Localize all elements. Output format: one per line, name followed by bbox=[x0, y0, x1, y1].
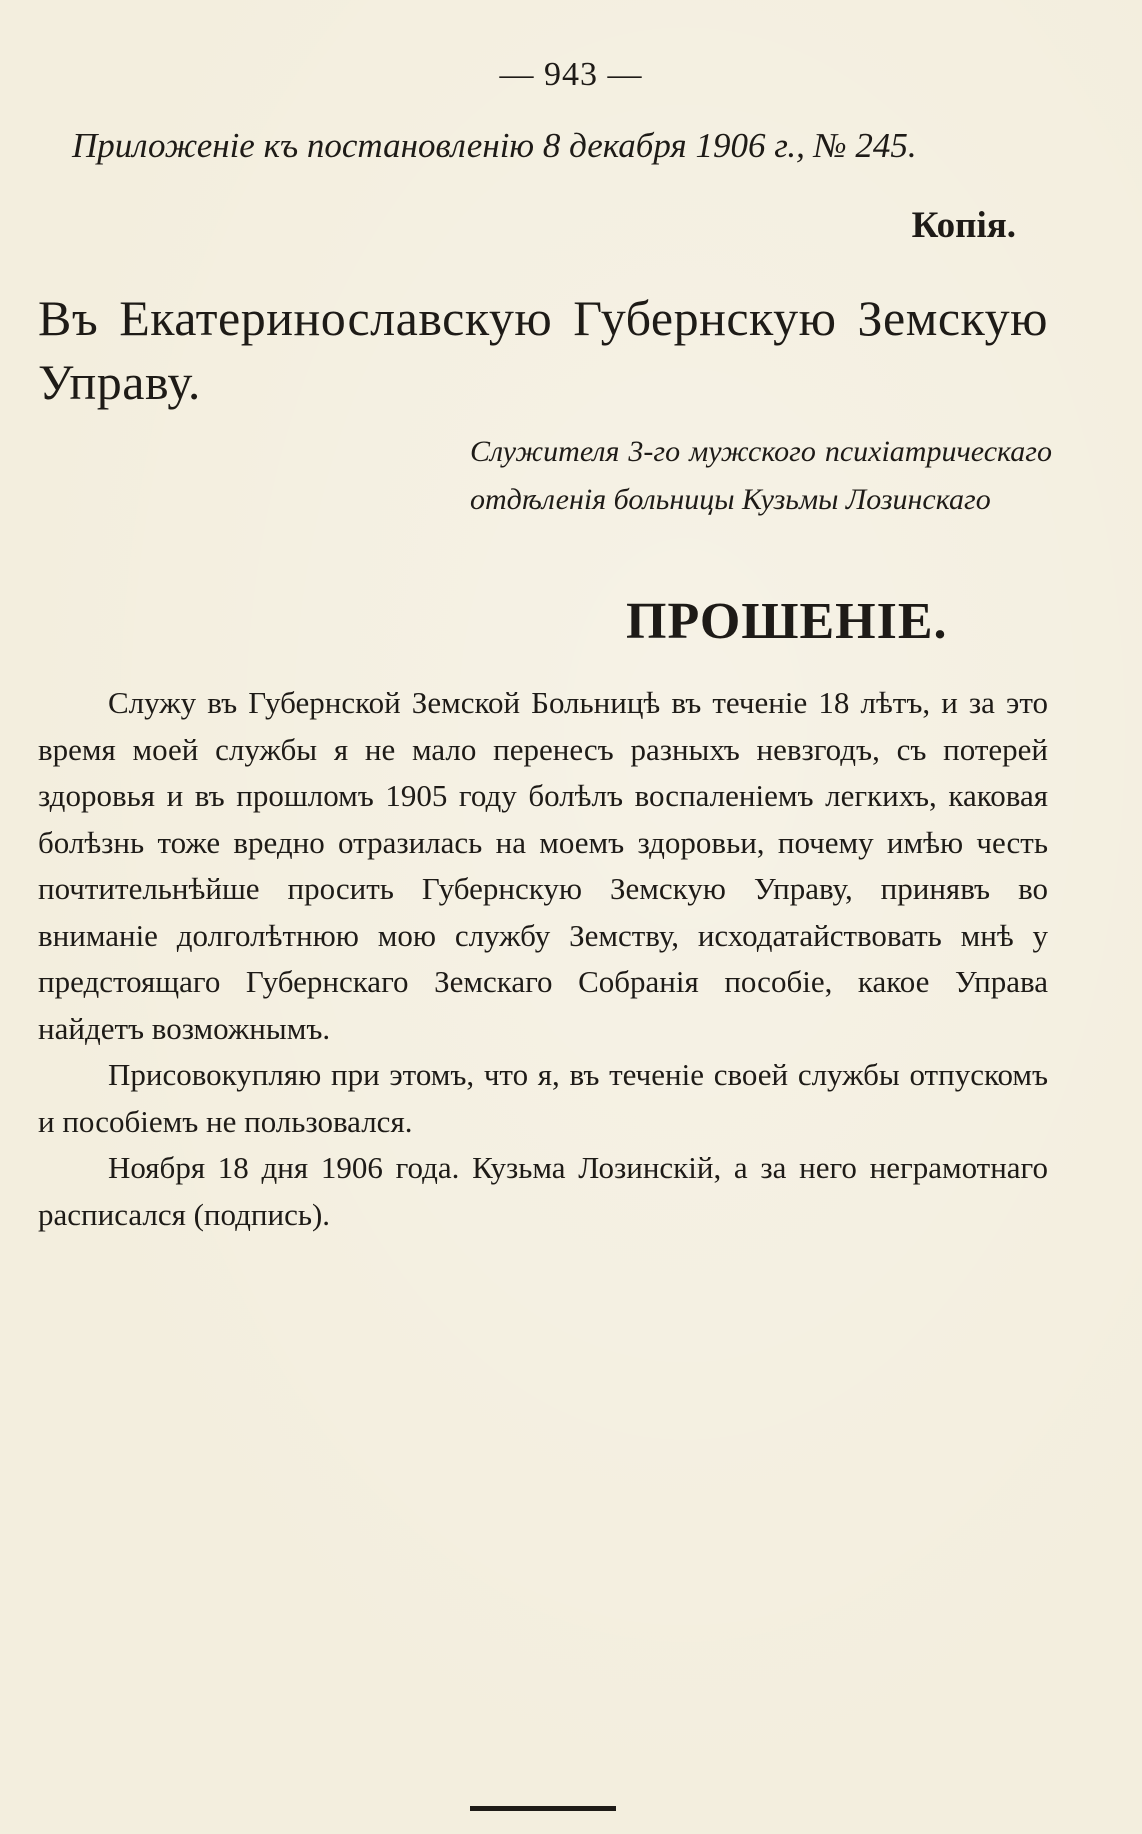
copy-label: Копiя. bbox=[911, 205, 1016, 246]
sender: Служителя 3-го мужского психiатрическаго отдѣленiя больницы Кузьмы Лозинскаго bbox=[470, 435, 1052, 516]
appendix-heading: Приложенiе къ постановленiю 8 декабря 1906 г., № 245. bbox=[72, 126, 917, 165]
paragraph: Служу въ Губернской Земской Больницѣ въ теченiе 18 лѣтъ, и за это время моей службы я не мало перенесъ разныхъ невзгодъ, съ потерей здоровья и въ прошломъ 1905 году болѣлъ воспаленiемъ легкихъ, каковая болѣзнь тоже вредно отразилась на моемъ здоровьи, почему имѣю честь почтительнѣйше просить Губернскую Земскую Управу, принявъ во вниманiе долголѣтнюю мою службу Земству, исходатайствовать мнѣ у предстоящаго Губернскаго Земскаго Собранiя пособiе, какое Управа найдетъ возможнымъ. bbox=[38, 685, 1048, 1046]
page-number: — 943 — bbox=[499, 56, 643, 93]
petition-body bbox=[38, 680, 1048, 1238]
paragraph: Ноября 18 дня 1906 года. Кузьма Лозинскiй, а за него неграмотнаго расписался (подпись). bbox=[38, 1150, 1048, 1232]
section-divider bbox=[470, 1806, 616, 1811]
paragraph: Присовокупляю при этомъ, что я, въ теченiе своей службы отпускомъ и пособiемъ не пользовался. bbox=[38, 1057, 1048, 1139]
bleed-through-text bbox=[60, 212, 68, 246]
addressee: Въ Екатеринославскую Губернскую Земскую Управу. bbox=[38, 290, 1048, 410]
document-title: ПРОШЕНIЕ. bbox=[626, 593, 948, 650]
